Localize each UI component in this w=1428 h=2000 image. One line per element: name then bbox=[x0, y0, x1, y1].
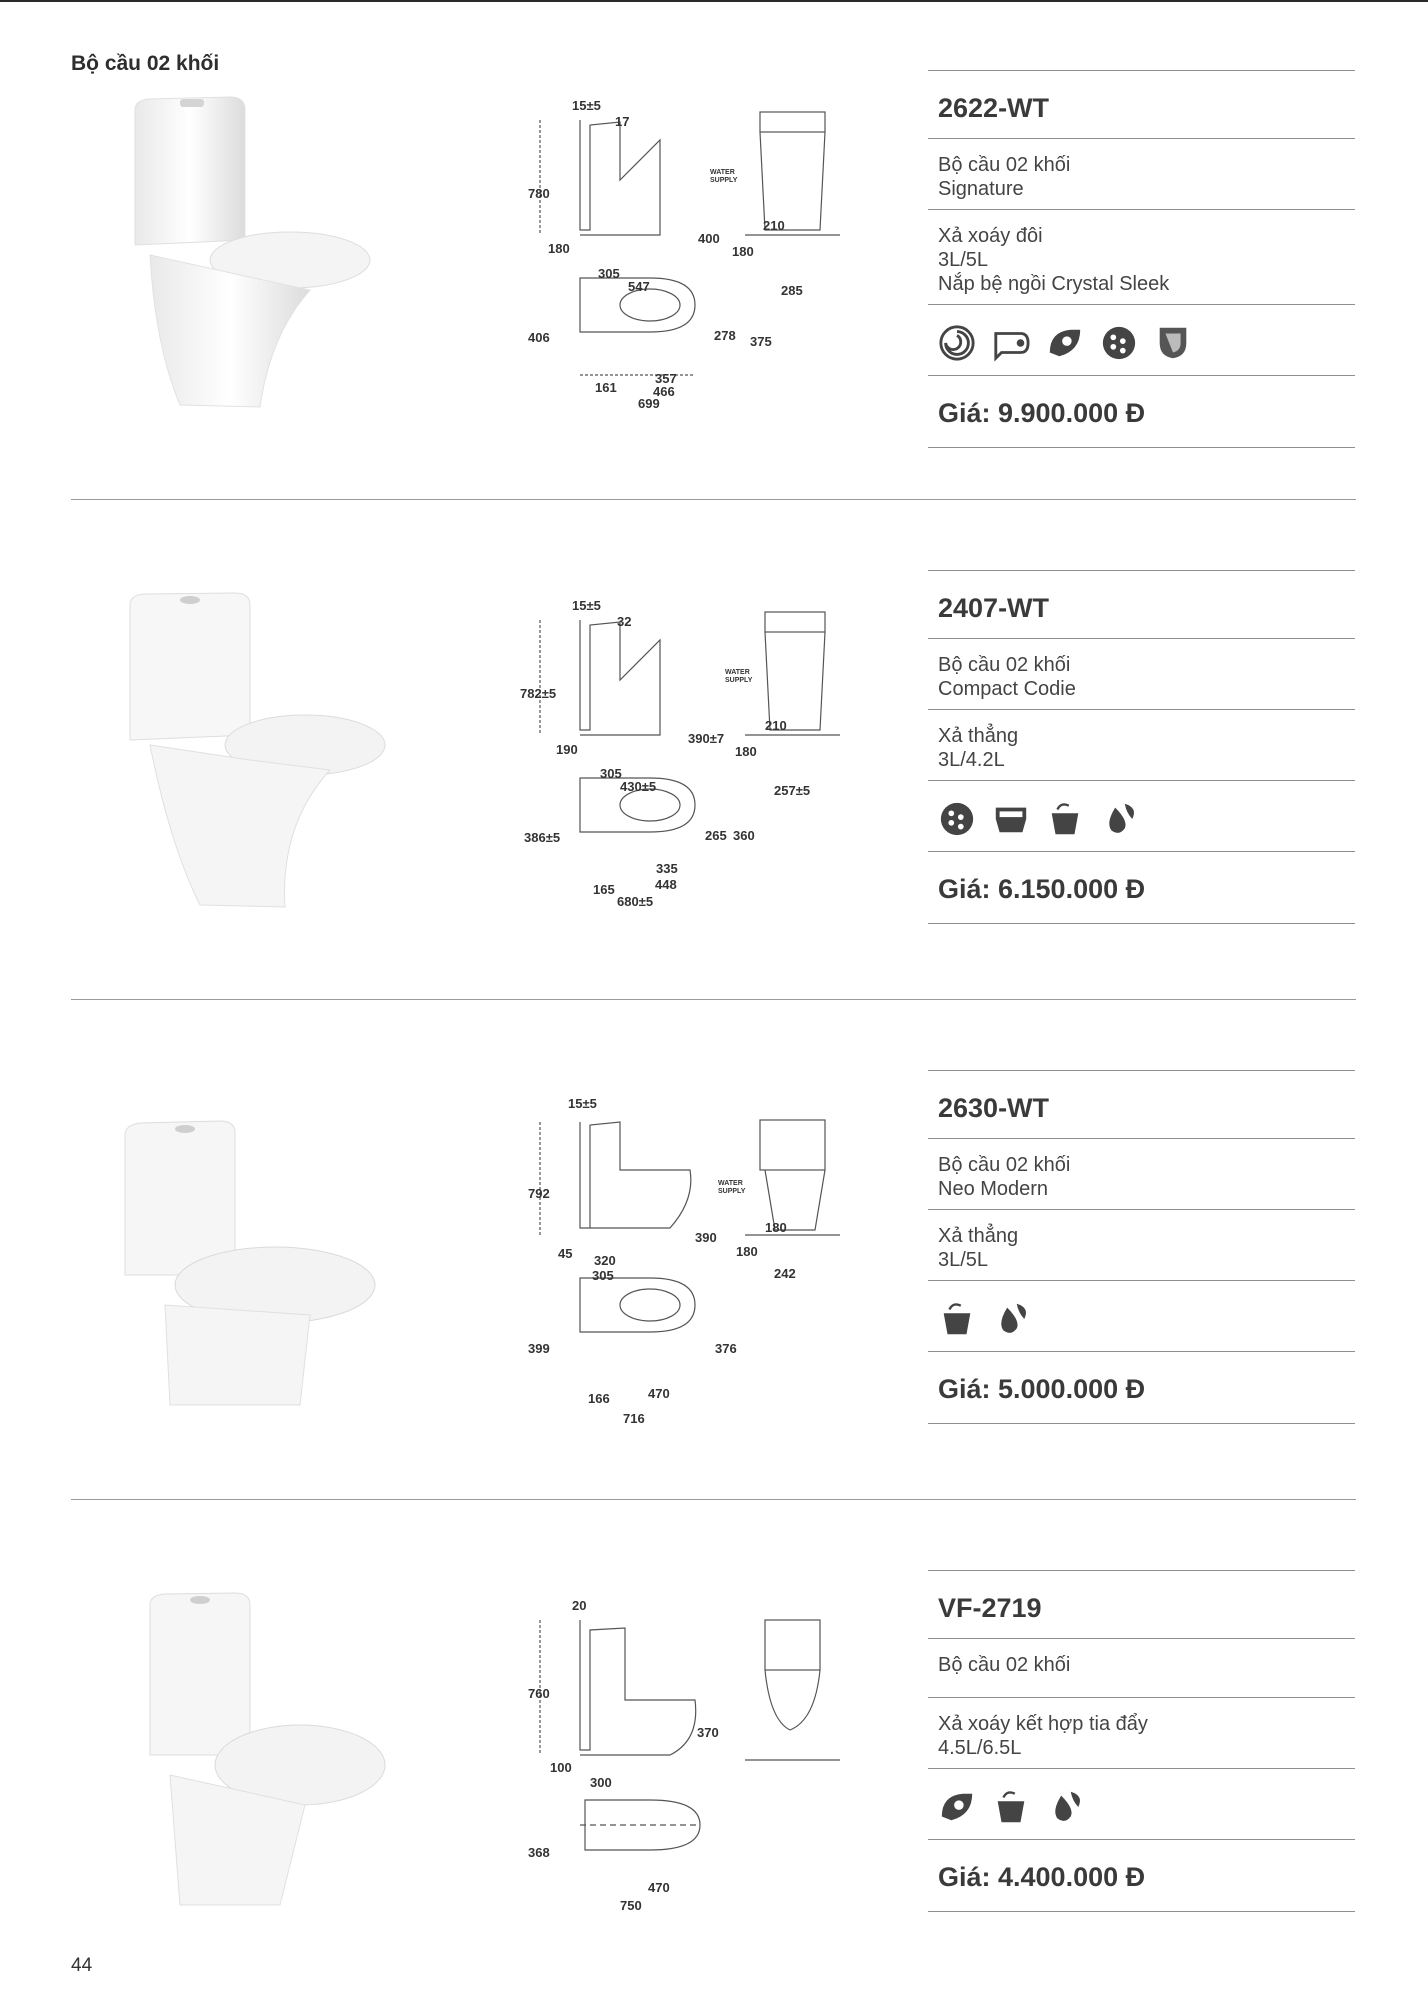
dim-label: 466 bbox=[653, 384, 675, 399]
toilet-photo bbox=[110, 1085, 380, 1415]
dim-label: 45 bbox=[558, 1246, 573, 1261]
dim-label: 320 bbox=[594, 1253, 616, 1268]
product-desc: Bộ cầu 02 khối Signature bbox=[938, 154, 1071, 200]
product-code: 2630-WT bbox=[938, 1093, 1050, 1123]
dim-label: 386±5 bbox=[524, 830, 561, 845]
product-code: 2622-WT bbox=[938, 93, 1050, 123]
feature-icons bbox=[928, 1281, 1355, 1351]
toilet-photo bbox=[110, 585, 380, 915]
dim-label: 792 bbox=[528, 1186, 550, 1201]
product-flush: Xả xoáy đôi 3L/5L Nắp bệ ngồi Crystal Sleek bbox=[938, 225, 1170, 295]
tank-icon bbox=[992, 800, 1030, 838]
product-desc: Bộ cầu 02 khối Compact Codie bbox=[938, 654, 1076, 700]
product-card bbox=[0, 1070, 1428, 1490]
dim-label: 15±5 bbox=[572, 598, 601, 613]
product-price: Giá: 5.000.000 Đ bbox=[938, 1374, 1146, 1404]
dim-label: 400 bbox=[698, 231, 720, 246]
water-supply-label: SUPPLY bbox=[718, 1188, 746, 1195]
product-info bbox=[928, 1570, 1355, 1912]
dim-label: 699 bbox=[638, 396, 660, 411]
product-card bbox=[0, 1570, 1428, 1990]
dimension-drawing bbox=[520, 90, 840, 410]
product-price: Giá: 4.400.000 Đ bbox=[938, 1862, 1146, 1892]
dim-label: 180 bbox=[735, 744, 757, 759]
dim-label: 305 bbox=[598, 266, 620, 281]
dim-label: 357 bbox=[655, 371, 677, 386]
dim-label: 180 bbox=[548, 241, 570, 256]
dim-label: 360 bbox=[733, 828, 755, 843]
dim-label: 100 bbox=[550, 1760, 572, 1775]
dim-label: 161 bbox=[595, 380, 617, 395]
page-number: 44 bbox=[71, 1955, 93, 1976]
dim-label: 285 bbox=[781, 283, 803, 298]
dim-label: 399 bbox=[528, 1341, 550, 1356]
dim-label: 760 bbox=[528, 1686, 550, 1701]
product-info bbox=[928, 70, 1355, 448]
section-title: Bộ cầu 02 khối bbox=[71, 52, 220, 75]
dim-label: 180 bbox=[736, 1244, 758, 1259]
dim-label: 278 bbox=[714, 328, 736, 343]
product-flush: Xả thẳng 3L/5L bbox=[938, 1225, 1019, 1271]
product-card bbox=[0, 70, 1428, 490]
dim-label: 210 bbox=[765, 718, 787, 733]
dimension-drawing bbox=[520, 1590, 840, 1913]
dim-label: 335 bbox=[656, 861, 678, 876]
water-supply-label: SUPPLY bbox=[710, 177, 738, 184]
dim-label: 448 bbox=[655, 877, 677, 892]
product-info bbox=[928, 570, 1355, 924]
dim-label: 376 bbox=[715, 1341, 737, 1356]
dim-label: 390 bbox=[695, 1230, 717, 1245]
dim-label: 166 bbox=[588, 1391, 610, 1406]
dim-label: 20 bbox=[572, 1598, 587, 1613]
dim-label: 390±7 bbox=[688, 731, 725, 746]
water-supply-label: WATER bbox=[725, 669, 750, 676]
dim-label: 17 bbox=[615, 114, 630, 129]
rimless-flush-icon bbox=[1046, 800, 1084, 838]
dim-label: 470 bbox=[648, 1386, 670, 1401]
dim-label: 680±5 bbox=[617, 894, 654, 909]
dim-label: 32 bbox=[617, 614, 632, 629]
water-saving-icon bbox=[1100, 800, 1138, 838]
dim-label: 15±5 bbox=[568, 1096, 597, 1111]
water-saving-icon bbox=[1046, 1788, 1084, 1826]
product-code: 2407-WT bbox=[938, 593, 1050, 623]
dim-label: 15±5 bbox=[572, 98, 601, 113]
section-separator bbox=[71, 1499, 1356, 1500]
dim-label: 165 bbox=[593, 882, 615, 897]
water-supply-label: WATER bbox=[710, 169, 735, 176]
dim-label: 375 bbox=[750, 334, 772, 349]
antibacterial-icon bbox=[1100, 324, 1138, 362]
dim-label: 782±5 bbox=[520, 686, 557, 701]
dim-label: 305 bbox=[592, 1268, 614, 1283]
dimension-drawing bbox=[520, 1090, 840, 1426]
clean-glaze-icon bbox=[1046, 324, 1084, 362]
product-code: VF-2719 bbox=[938, 1593, 1042, 1623]
dim-label: 547 bbox=[628, 279, 650, 294]
dim-label: 780 bbox=[528, 186, 550, 201]
rimless-flush-icon bbox=[992, 1788, 1030, 1826]
feature-icons bbox=[928, 305, 1355, 375]
dim-label: 370 bbox=[697, 1725, 719, 1740]
top-rule bbox=[0, 0, 1428, 2]
dimension-drawing bbox=[520, 590, 840, 910]
section-separator bbox=[71, 499, 1356, 500]
dim-label: 180 bbox=[765, 1220, 787, 1235]
dim-label: 750 bbox=[620, 1898, 642, 1913]
dim-label: 257±5 bbox=[774, 783, 811, 798]
swirl-flush-icon bbox=[938, 324, 976, 362]
dim-label: 305 bbox=[600, 766, 622, 781]
toilet-photo bbox=[110, 85, 380, 415]
product-desc: Bộ cầu 02 khối Neo Modern bbox=[938, 1154, 1071, 1200]
dim-label: 180 bbox=[732, 244, 754, 259]
rimless-flush-icon bbox=[938, 1300, 976, 1338]
clean-glaze-icon bbox=[938, 1788, 976, 1826]
product-price: Giá: 9.900.000 Đ bbox=[938, 398, 1146, 428]
feature-icons bbox=[928, 1769, 1355, 1839]
paper-holder-icon bbox=[992, 324, 1030, 362]
dim-label: 300 bbox=[590, 1775, 612, 1790]
soft-close-seat-icon bbox=[1154, 324, 1192, 362]
product-card bbox=[0, 570, 1428, 990]
product-desc: Bộ cầu 02 khối bbox=[938, 1654, 1071, 1676]
water-supply-label: SUPPLY bbox=[725, 677, 753, 684]
product-price: Giá: 6.150.000 Đ bbox=[938, 874, 1146, 904]
dim-label: 190 bbox=[556, 742, 578, 757]
dim-label: 716 bbox=[623, 1411, 645, 1426]
product-info bbox=[928, 1070, 1355, 1424]
dim-label: 368 bbox=[528, 1845, 550, 1860]
dim-label: 470 bbox=[648, 1880, 670, 1895]
dim-label: 242 bbox=[774, 1266, 796, 1281]
dim-label: 210 bbox=[763, 218, 785, 233]
water-saving-icon bbox=[992, 1300, 1030, 1338]
dim-label: 406 bbox=[528, 330, 550, 345]
dim-label: 430±5 bbox=[620, 779, 657, 794]
toilet-photo bbox=[110, 1585, 380, 1915]
feature-icons bbox=[928, 781, 1355, 851]
dim-label: 265 bbox=[705, 828, 727, 843]
section-separator bbox=[71, 999, 1356, 1000]
product-flush: Xả thẳng 3L/4.2L bbox=[938, 725, 1019, 771]
water-supply-label: WATER bbox=[718, 1180, 743, 1187]
product-flush: Xả xoáy kết hợp tia đẩy 4.5L/6.5L bbox=[938, 1713, 1148, 1759]
antibacterial-icon bbox=[938, 800, 976, 838]
